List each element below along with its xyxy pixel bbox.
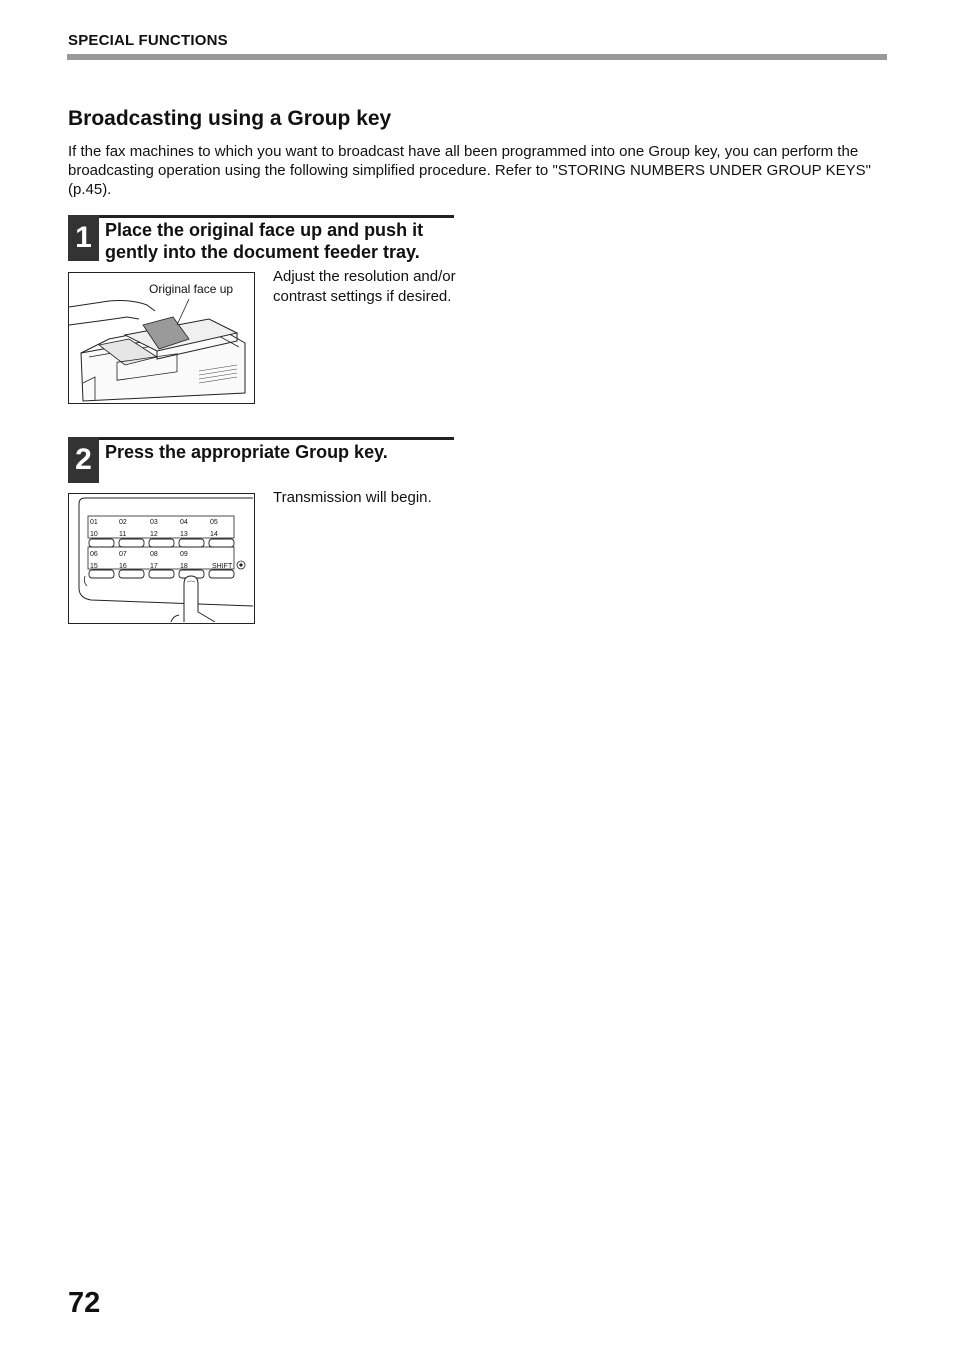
step-title-1: Place the original face up and push it gently into the document feeder tray.	[105, 220, 424, 262]
key-label: 05	[210, 519, 218, 526]
group-key[interactable]	[89, 539, 114, 547]
step-rule	[68, 215, 454, 218]
step-1	[68, 215, 454, 405]
key-label: 11	[119, 531, 127, 538]
key-label: 14	[210, 531, 218, 538]
group-key[interactable]	[119, 570, 144, 578]
keypad-illustration	[68, 493, 255, 624]
page-number: 72	[68, 1287, 101, 1319]
key-label: 01	[90, 519, 98, 526]
key-label: 10	[90, 531, 98, 538]
key-label: 16	[119, 563, 127, 570]
illustration-label: Original face up	[149, 282, 234, 296]
group-key[interactable]	[119, 539, 144, 547]
key-label: 13	[180, 531, 188, 538]
header-rule	[67, 54, 887, 60]
step-note-2: Transmission will begin.	[273, 489, 432, 506]
running-header: SPECIAL FUNCTIONS	[68, 32, 228, 49]
step-number-1: 1	[68, 215, 99, 261]
key-label: SHIFT	[212, 563, 233, 570]
group-key[interactable]	[179, 539, 204, 547]
key-label: 17	[150, 563, 158, 570]
key-label: 03	[150, 519, 158, 526]
step-number-2: 2	[68, 437, 99, 483]
key-label: 06	[90, 551, 98, 558]
step-2	[68, 437, 454, 627]
key-label: 08	[150, 551, 158, 558]
group-key[interactable]	[89, 570, 114, 578]
group-key[interactable]	[149, 539, 174, 547]
step-title-2: Press the appropriate Group key.	[105, 442, 388, 462]
feeder-illustration	[68, 272, 255, 404]
key-label: 07	[119, 551, 127, 558]
intro-paragraph: If the fax machines to which you want to broadcast have all been programmed into one Group key, you can perform the broadcasting operation using the following simplified procedure. Refer to "STORING NUMBERS UNDER GROUP KEYS" (p.45).	[68, 143, 871, 198]
key-label: 18	[180, 563, 188, 570]
shift-key[interactable]	[209, 570, 234, 578]
section-title: Broadcasting using a Group key	[68, 107, 392, 130]
key-label: 15	[90, 563, 98, 570]
key-label: 09	[180, 551, 188, 558]
group-key[interactable]	[149, 570, 174, 578]
keypad-drawing	[69, 494, 253, 622]
copier-feeder-drawing	[69, 273, 253, 402]
key-label: 04	[180, 519, 188, 526]
step-rule	[68, 437, 454, 440]
key-label: 02	[119, 519, 127, 526]
group-key[interactable]	[209, 539, 234, 547]
key-label: 12	[150, 531, 158, 538]
step-note-1: Adjust the resolution and/or contrast settings if desired.	[273, 268, 456, 305]
